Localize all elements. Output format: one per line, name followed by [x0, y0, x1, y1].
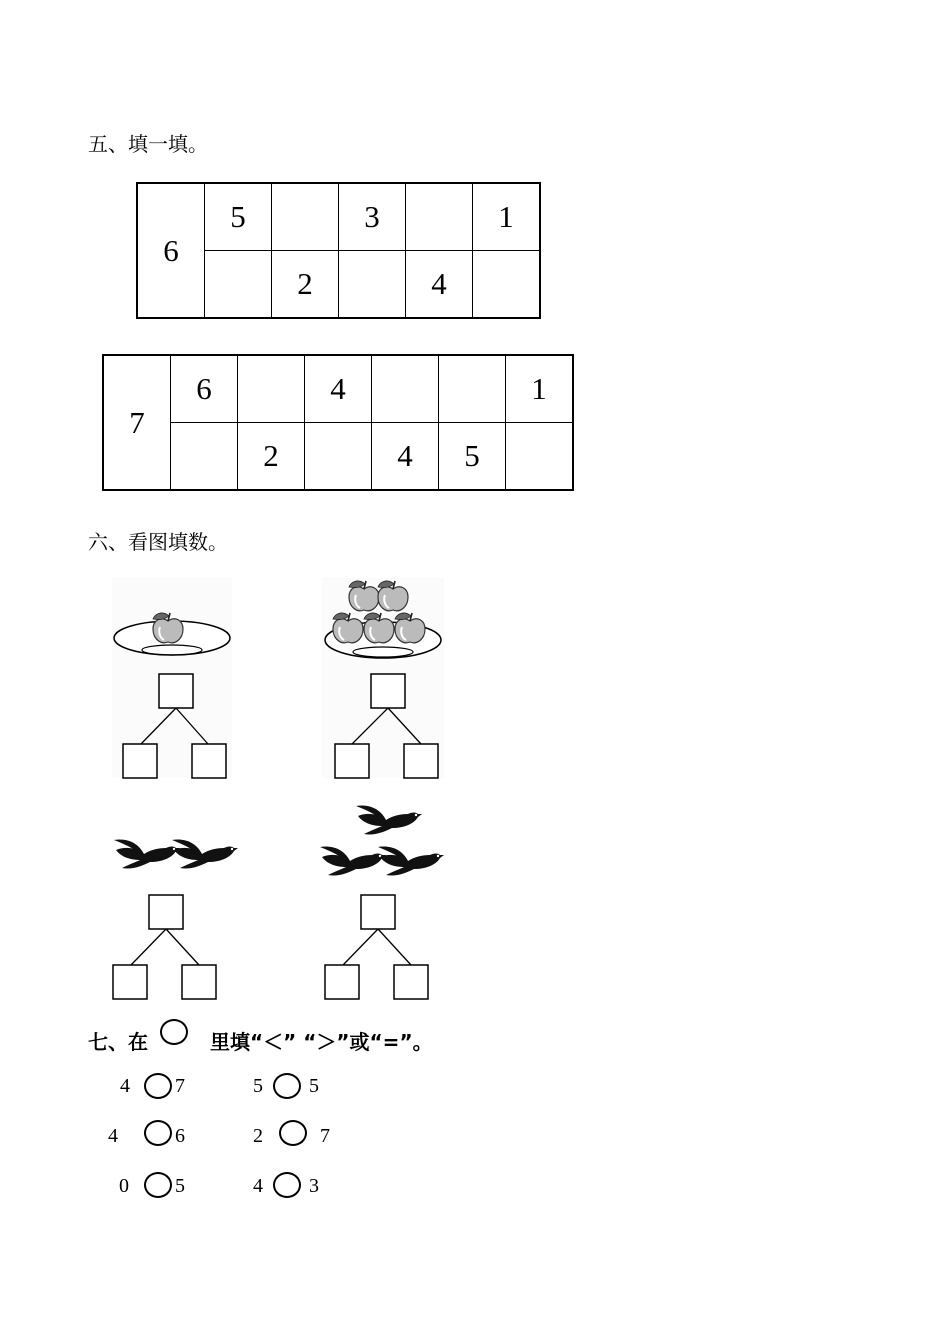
table-cell[interactable]: 4	[305, 355, 372, 423]
answer-circle[interactable]	[279, 1120, 307, 1146]
answer-circle[interactable]	[273, 1073, 301, 1099]
table-cell[interactable]: 4	[406, 251, 473, 319]
table-cell[interactable]	[305, 423, 372, 491]
answer-circle[interactable]	[144, 1073, 172, 1099]
swallow-bird-icon	[114, 840, 238, 869]
table-cell[interactable]	[473, 251, 541, 319]
swallow-bird-icon	[320, 806, 444, 876]
table-cell[interactable]	[238, 355, 305, 423]
left-number: 4	[108, 1125, 118, 1147]
table-cell[interactable]: 6	[171, 355, 238, 423]
section-6-title: 六、看图填数。	[88, 530, 228, 554]
right-number: 5	[175, 1175, 185, 1197]
left-number: 2	[253, 1125, 263, 1147]
number-split-table-6	[136, 182, 541, 319]
left-number: 5	[253, 1075, 263, 1097]
table-cell[interactable]: 2	[238, 423, 305, 491]
table-cell[interactable]	[339, 251, 406, 319]
left-number: 4	[253, 1175, 263, 1197]
table-cell[interactable]: 5	[205, 183, 272, 251]
table-cell[interactable]: 1	[506, 355, 574, 423]
number-bond-diagram	[325, 895, 428, 999]
table-total-cell: 6	[137, 183, 205, 318]
left-number: 0	[119, 1175, 129, 1197]
number-bond-diagram	[113, 895, 216, 999]
section-7-title-prefix: 七、在	[88, 1030, 148, 1054]
table-cell[interactable]	[372, 355, 439, 423]
table-cell[interactable]: 3	[339, 183, 406, 251]
answer-circle[interactable]	[273, 1172, 301, 1198]
right-number: 7	[320, 1125, 330, 1147]
table-cell[interactable]: 5	[439, 423, 506, 491]
table-cell[interactable]	[506, 423, 574, 491]
table-total-cell: 7	[103, 355, 171, 490]
table-cell[interactable]: 1	[473, 183, 541, 251]
answer-circle[interactable]	[144, 1120, 172, 1146]
table-cell[interactable]	[171, 423, 238, 491]
right-number: 7	[175, 1075, 185, 1097]
table-cell[interactable]	[205, 251, 272, 319]
section-5-title: 五、填一填。	[88, 132, 208, 156]
table-cell[interactable]: 2	[272, 251, 339, 319]
picture-area	[0, 570, 950, 1010]
table-cell[interactable]	[406, 183, 473, 251]
left-number: 4	[120, 1075, 130, 1097]
section-7-title-suffix: 里填“＜” “＞”或“=”。	[210, 1030, 433, 1054]
right-number: 3	[309, 1175, 319, 1197]
answer-circle[interactable]	[144, 1172, 172, 1198]
table-cell[interactable]	[439, 355, 506, 423]
table-cell[interactable]	[272, 183, 339, 251]
table-cell[interactable]: 4	[372, 423, 439, 491]
right-number: 5	[309, 1075, 319, 1097]
number-split-table-7	[102, 354, 574, 491]
circle-icon	[160, 1019, 188, 1045]
right-number: 6	[175, 1125, 185, 1147]
